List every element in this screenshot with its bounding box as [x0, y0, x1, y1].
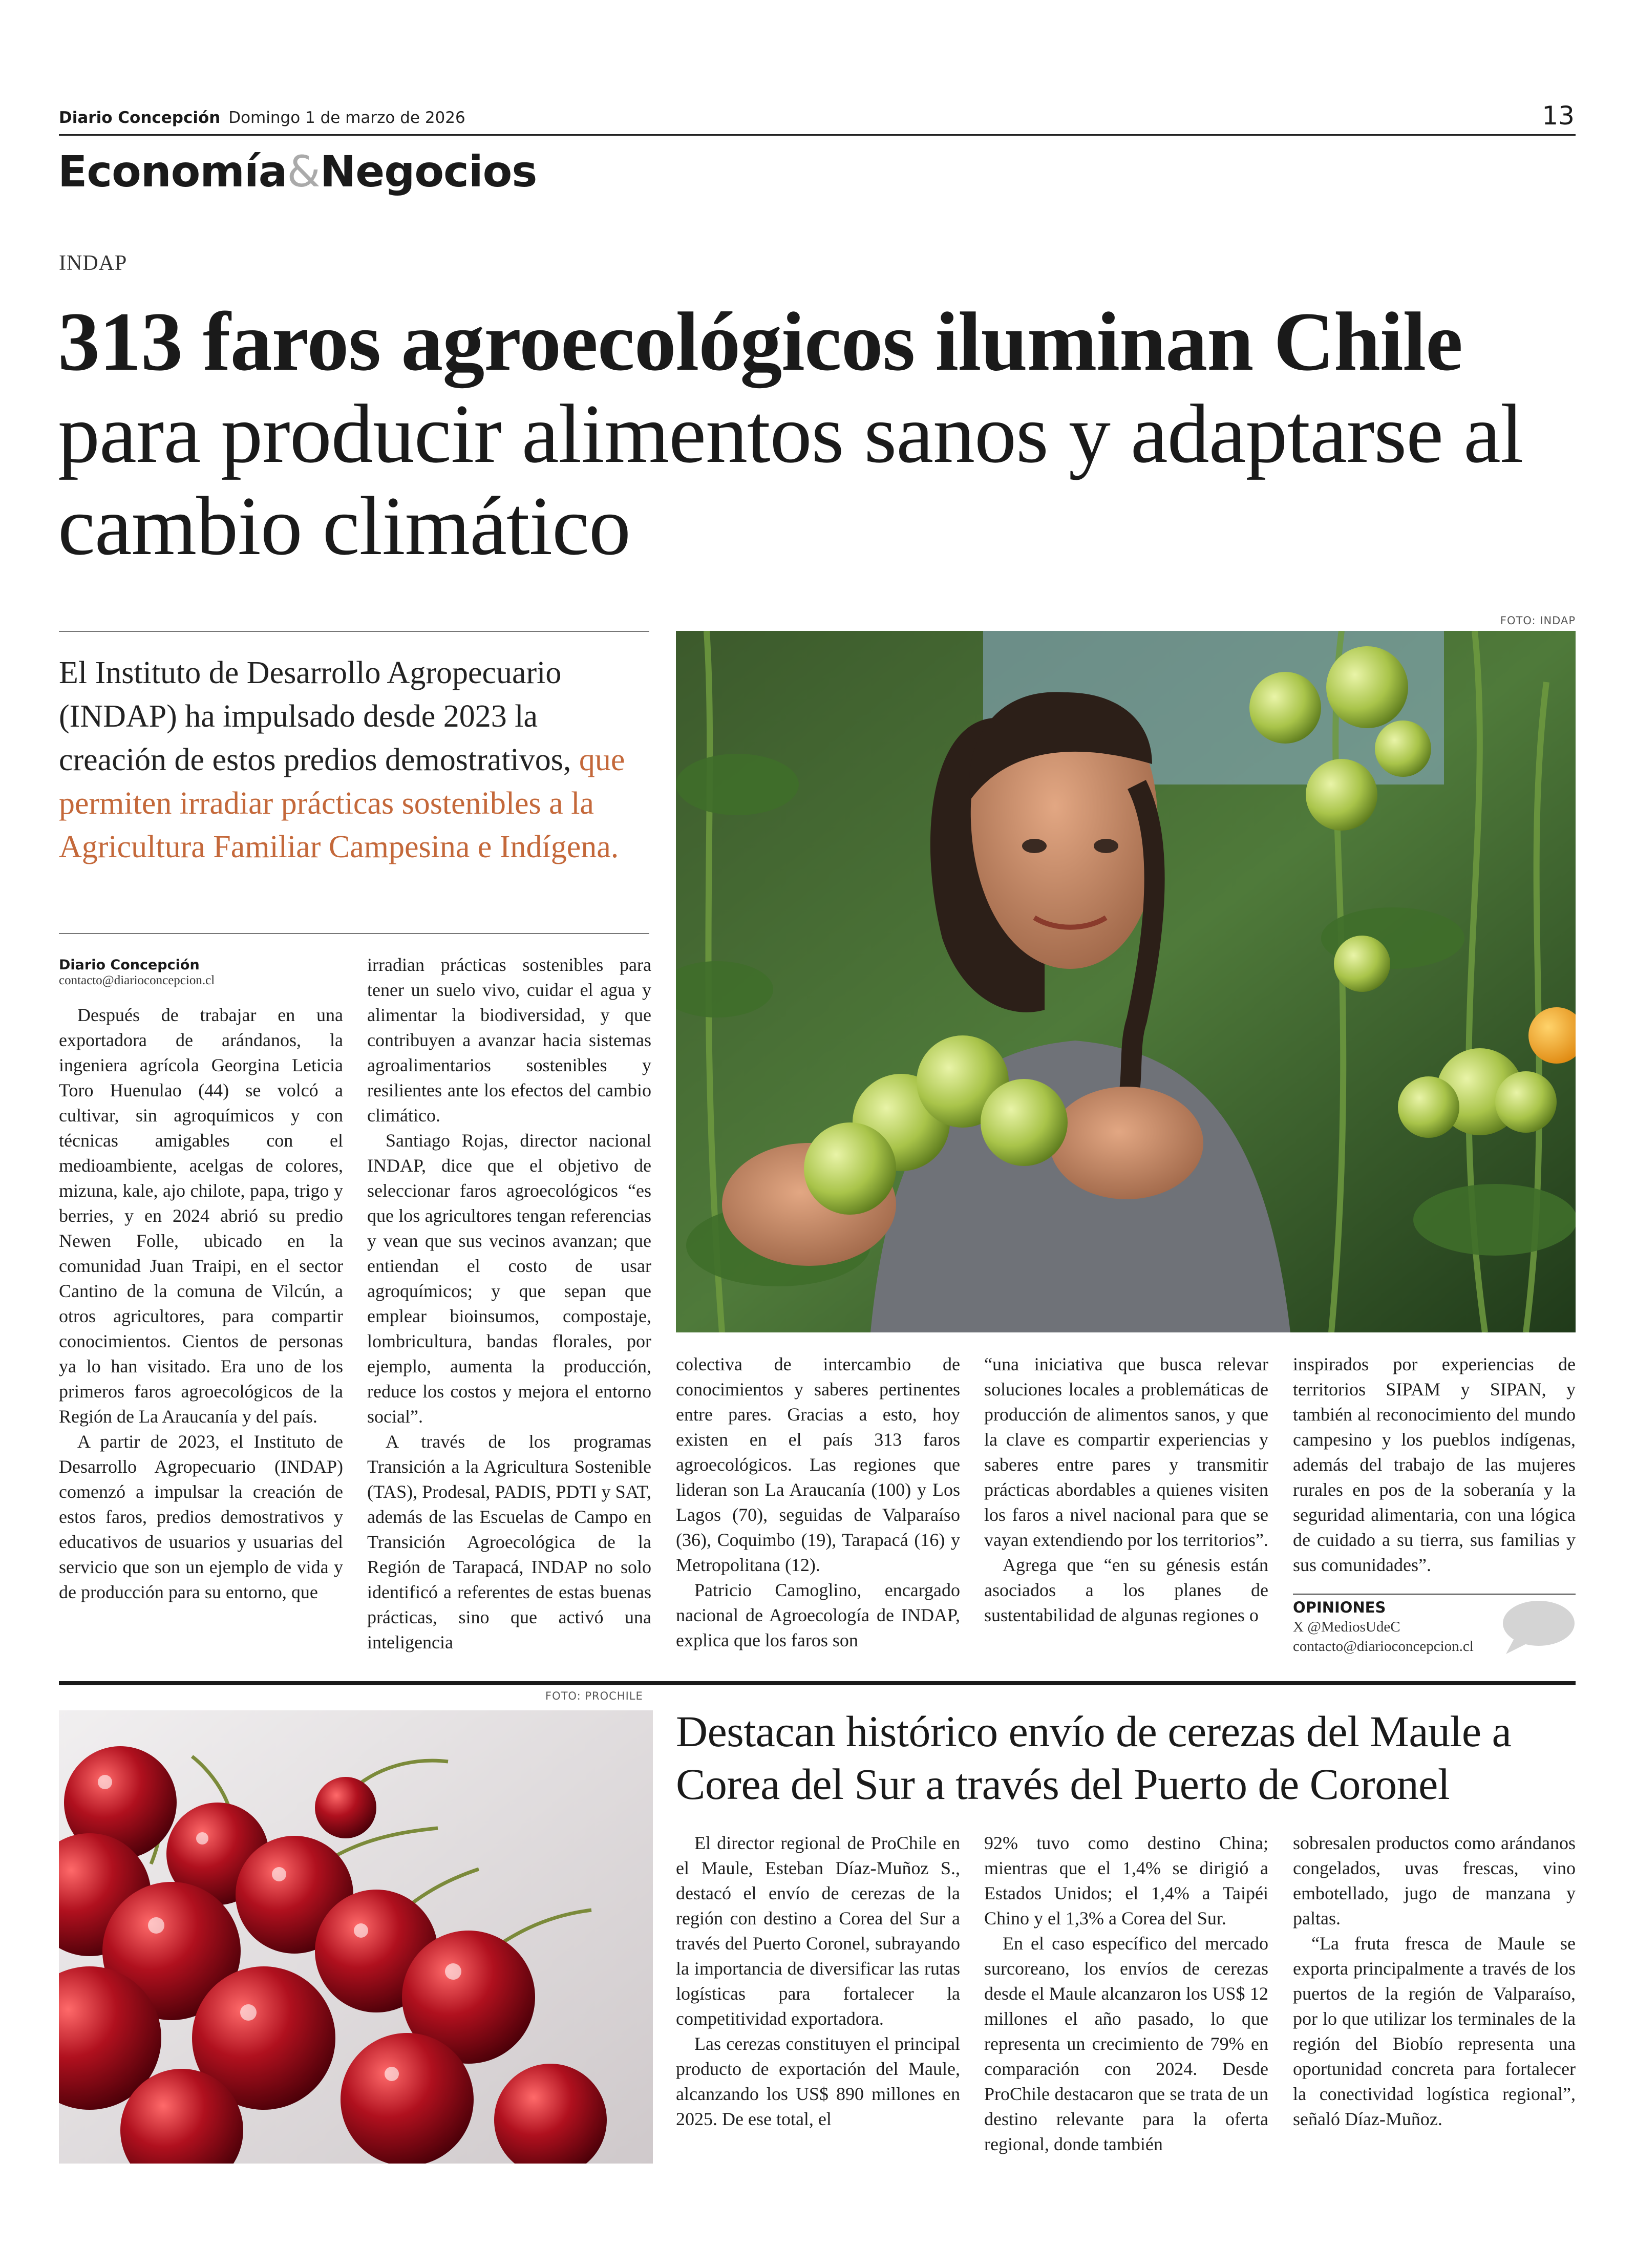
masthead-line — [59, 108, 465, 128]
opinions-handle[interactable]: X @MediosUdeC — [1293, 1619, 1400, 1635]
paper-name: Diario Concepción — [59, 109, 221, 127]
col3-paragraph: Patricio Camoglino, encargado nacional de Agroecología de INDAP, explica que los faros son — [676, 1580, 960, 1650]
opinions-rule — [1293, 1594, 1576, 1595]
byline — [59, 958, 346, 988]
article1-col5 — [1293, 1352, 1576, 1578]
farmer-tomato-illustration — [676, 631, 1576, 1332]
article2-col3 — [1293, 1831, 1576, 2132]
opinions-box — [1293, 1598, 1576, 1659]
col1-paragraph: A partir de 2023, el Instituto de Desarrollo Agropecuario (INDAP) comenzó a impulsar la creación de estos faros, predios demostrativos y educativos de usuarios y usuarias del servicio que son un ejemplo de vida y de producción para su entorno, que — [59, 1431, 343, 1602]
opinions-email[interactable]: contacto@diarioconcepcion.cl — [1293, 1638, 1474, 1655]
issue-date: Domingo 1 de marzo de 2026 — [228, 109, 465, 127]
a2-col2-paragraph: 92% tuvo como destino China; mientras que el 1,4% se dirigió a Estados Unidos; el 1,4% a Taipéi Chino y el 1,3% a Corea del Sur. — [984, 1833, 1268, 1928]
col2-paragraph: A través de los programas Transición a la Agricultura Sostenible (TAS), Prodesal, PADIS, PDTI y SAT, además de las Escuelas de Campo en Transición Agroecológica de la Región de Tarapacá, INDAP no solo identificó a referentes de estas buenas prácticas, sino que activó una inteligencia — [367, 1431, 651, 1652]
lead-top-rule — [59, 631, 649, 632]
article2-col2 — [984, 1831, 1268, 2157]
photo-credit-prochile: FOTO: PROCHILE — [545, 1690, 643, 1702]
section-ampersand: & — [287, 146, 320, 197]
col2-paragraph: irradian prácticas sostenibles para tener un suelo vivo, cuidar el agua y alimentar la biodiversidad, y que contribuyen a avanzar hacia sistemas agroalimentarios sostenibles y resilientes ante los efectos del cambio climático. — [367, 955, 651, 1126]
kicker: INDAP — [59, 251, 128, 275]
section-word-1: Economía — [58, 146, 287, 197]
article2-headline: Destacan histórico envío de cerezas del Maule a Corea del Sur a través del Puerto de Coronel — [676, 1707, 1512, 1809]
article-separator — [59, 1681, 1576, 1685]
col4-paragraph: Agrega que “en su génesis están asociados a los planes de sustentabilidad de algunas regiones o — [984, 1555, 1268, 1625]
article2-col1 — [676, 1831, 960, 2132]
a2-col1-paragraph: Las cerezas constituyen el principal producto de exportación del Maule, alcanzando los US$ 890 millones en 2025. De ese total, el — [676, 2033, 960, 2129]
author-name: Diario Concepción — [59, 957, 200, 973]
masthead-rule — [59, 134, 1576, 136]
author-email: contacto@diarioconcepcion.cl — [59, 973, 215, 987]
article1-col4 — [984, 1352, 1268, 1628]
photo-credit-indap: FOTO: INDAP — [1500, 614, 1576, 627]
opinions-label: OPINIONES — [1293, 1599, 1386, 1616]
lead-plain: El Instituto de Desarrollo Agropecuario (INDAP) ha impulsado desde 2023 la creación de estos predios demostrativos, — [59, 655, 571, 777]
a2-col3-paragraph: “La fruta fresca de Maule se exporta principalmente a través de los puertos de la región de Valparaíso, por lo que utilizar los terminales de la región del Biobío representa una oportunidad concreta para fortalecer la conectividad logística regional”, señaló Díaz-Muñoz. — [1293, 1933, 1576, 2129]
speech-bubble-icon — [1499, 1599, 1576, 1655]
a2-col2-paragraph: En el caso específico del mercado surcoreano, los envíos de cerezas desde el Maule alcanzaron los US$ 12 millones el año pasado, lo que representa un crecimiento de 79% en comparación con 2024. Desde ProChile destacaron que se trata de un destino relevante para la oferta regional, donde también — [984, 1933, 1268, 2154]
headline-bold: 313 faros agroecológicos iluminan Chile — [58, 295, 1462, 388]
page-number: 13 — [1542, 101, 1575, 131]
lead-paragraph — [59, 651, 653, 869]
cherries-photo — [59, 1710, 653, 2164]
headline-rest: para producir alimentos sanos y adaptarse al cambio climático — [58, 388, 1523, 573]
lead-highlight: que permiten irradiar prácticas sostenibles a la Agricultura Familiar Campesina e Indígena. — [59, 743, 625, 864]
col1-paragraph: Después de trabajar en una exportadora de arándanos, la ingeniera agrícola Georgina Leticia Toro Huenulao (44) se volcó a cultivar, sin agroquímicos y con técnicas amigables con el medioambiente, acelgas de colores, mizuna, kale, ajo chilote, papa, trigo y berries, y en 2024 abrió su predio Newen Folle, ubicado en la comunidad Juan Traipi, en el sector Cantino de la comuna de Vilcún, a otros agricultores, para compartir conocimientos. Cientos de personas ya lo han visitado. Era uno de los primeros faros agroecológicos de la Región de La Araucanía y del país. — [59, 1005, 343, 1427]
col4-paragraph: “una iniciativa que busca relevar soluciones locales a problemáticas de producción de alimentos sanos, y que la clave es compartir experiencias y saberes entre pares y transmitir prácticas abordables a quienes visiten los faros a nivel nacional para que se vayan extendiendo por los territorios”. — [984, 1354, 1268, 1550]
farmer-photo — [676, 631, 1576, 1332]
col3-paragraph: colectiva de intercambio de conocimientos y saberes pertinentes entre pares. Gracias a esto, hoy existen en el país 313 faros agroecológicos. Las regiones que lideran son La Araucanía (100) y Los Lagos (70), seguidas de Valparaíso (36), Coquimbo (19), Tarapacá (16) y Metropolitana (12). — [676, 1354, 960, 1575]
article1-col3 — [676, 1352, 960, 1653]
col5-paragraph: inspirados por experiencias de territorios SIPAM y SIPAN, y también al reconocimiento del mundo campesino y los pueblos indígenas, además del trabajo de las mujeres rurales en pos de la soberanía y la seguridad alimentaria, con una lógica de cuidado a su tierra, sus familias y sus comunidades”. — [1293, 1354, 1576, 1575]
lead-bottom-rule — [59, 933, 649, 934]
article1-col1 — [59, 1003, 343, 1605]
a2-col1-paragraph: El director regional de ProChile en el Maule, Esteban Díaz-Muñoz S., destacó el envío de cerezas de la región con destino a Corea del Sur a través del Puerto Coronel, subrayando la importancia de diversificar las rutas logísticas para fortalecer la competitividad exportadora. — [676, 1833, 960, 2029]
section-title — [58, 146, 537, 197]
article1-col2 — [367, 952, 651, 1655]
a2-col3-paragraph: sobresalen productos como arándanos congelados, uvas frescas, vino embotellado, jugo de manzana y paltas. — [1293, 1833, 1576, 1928]
col2-paragraph: Santiago Rojas, director nacional INDAP, dice que el objetivo de seleccionar faros agroecológicos “es que los agricultores tengan referencias y vean que sus vecinos avanzan; que entiendan el costo de usar agroquímicos; y que sepan que emplear bioinsumos, compostaje, lombricultura, bandas florales, por ejemplo, aumenta la producción, reduce los costos y mejora el entorno social”. — [367, 1130, 651, 1427]
cherries-illustration — [59, 1710, 653, 2164]
headline — [58, 296, 1584, 573]
section-word-2: Negocios — [320, 146, 537, 197]
